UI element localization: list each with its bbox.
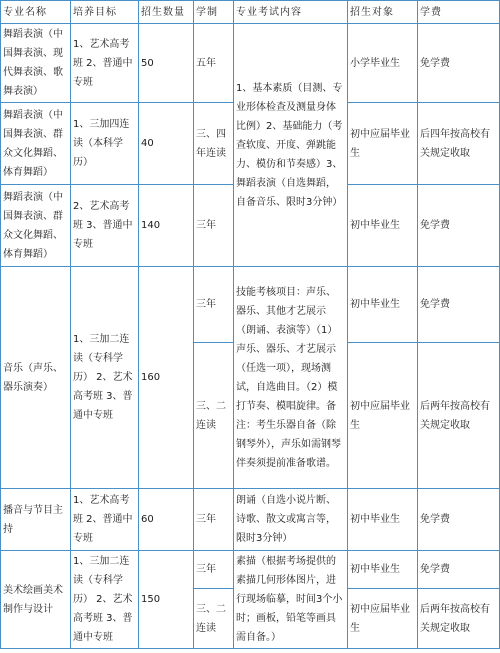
major-cell: 舞蹈表演（中国舞表演、现代舞表演、歌舞表演） <box>1 24 71 103</box>
target-cell: 初中应届毕业生 <box>348 343 418 489</box>
years-cell: 三年 <box>194 267 234 343</box>
fee-cell: 免学费 <box>418 551 500 589</box>
header-goal: 培养目标 <box>71 1 139 24</box>
years-cell: 五年 <box>194 24 234 103</box>
quota-cell: 50 <box>139 24 194 103</box>
table-row <box>1 24 500 103</box>
years-cell: 三、二连读 <box>194 589 234 649</box>
goal-cell: 1、三加四连读（本科学历） <box>71 103 139 185</box>
years-cell: 三、二连读 <box>194 343 234 489</box>
header-target: 招生对象 <box>348 1 418 24</box>
fee-cell: 免学费 <box>418 24 500 103</box>
exam-cell: 1、基本素质（目测、专业形体检查及测量身体比例）2、基础能力（考查软度、开度、弹跳能力、模仿和节奏感）3、舞蹈表演（自选舞蹈，自备音乐、限时3分钟） <box>234 24 348 267</box>
header-quota: 招生数量 <box>139 1 194 24</box>
years-cell: 三年 <box>194 551 234 589</box>
exam-cell: 素描（根据考场提供的素描几何形体图片，进行现场临摹，时间3个小时；画板，铅笔等画具需自备。） <box>234 551 348 649</box>
quota-cell: 60 <box>139 489 194 551</box>
target-cell: 初中毕业生 <box>348 551 418 589</box>
years-cell: 三、四年连读 <box>194 103 234 185</box>
fee-cell: 免学费 <box>418 185 500 267</box>
goal-cell: 1、艺术高考班 2、普通中专班 <box>71 24 139 103</box>
table-row <box>1 489 500 551</box>
fee-cell: 后四年按高校有关规定收取 <box>418 103 500 185</box>
fee-cell: 后两年按高校有关规定收取 <box>418 589 500 649</box>
fee-cell: 后两年按高校有关规定收取 <box>418 343 500 489</box>
major-cell: 舞蹈表演（中国舞表演、群众文化舞蹈、体育舞蹈） <box>1 185 71 267</box>
header-exam: 专业考试内容 <box>234 1 348 24</box>
goal-cell: 1、艺术高考班 2、普通中专班 <box>71 489 139 551</box>
header-row <box>1 1 500 24</box>
exam-cell: 技能考核项目：声乐、器乐、其他才艺展示（朗诵、表演等）（1）声乐、器乐、才艺展示（任选一项），现场测试，自选曲目。（2）模打节奏、模唱旋律。备注：考生乐器自备（除钢琴外），声乐如需钢琴伴奏须提前准备歌谱。 <box>234 267 348 489</box>
years-cell: 三年 <box>194 489 234 551</box>
target-cell: 初中毕业生 <box>348 185 418 267</box>
goal-cell: 1、三加二连读（专科学历） 2、艺术高考班 3、普通中专班 <box>71 267 139 489</box>
major-cell: 美术绘画美术制作与设计 <box>1 551 71 649</box>
goal-cell: 1、三加二连读（专科学历） 2、艺术高考班 3、普通中专班 <box>71 551 139 649</box>
fee-cell: 免学费 <box>418 267 500 343</box>
major-cell: 音乐（声乐、器乐演奏） <box>1 267 71 489</box>
target-cell: 初中应届毕业生 <box>348 589 418 649</box>
target-cell: 初中毕业生 <box>348 267 418 343</box>
quota-cell: 140 <box>139 185 194 267</box>
quota-cell: 40 <box>139 103 194 185</box>
quota-cell: 150 <box>139 551 194 649</box>
exam-cell: 朗诵（自选小说片断、诗歌、散文或寓言等，限时3分钟） <box>234 489 348 551</box>
target-cell: 初中毕业生 <box>348 489 418 551</box>
header-fee: 学费 <box>418 1 500 24</box>
years-cell: 三年 <box>194 185 234 267</box>
fee-cell: 免学费 <box>418 489 500 551</box>
quota-cell: 160 <box>139 267 194 489</box>
target-cell: 初中应届毕业生 <box>348 103 418 185</box>
header-years: 学制 <box>194 1 234 24</box>
goal-cell: 2、艺术高考班 3、普通中专班 <box>71 185 139 267</box>
major-cell: 播音与节目主持 <box>1 489 71 551</box>
target-cell: 小学毕业生 <box>348 24 418 103</box>
major-cell: 舞蹈表演（中国舞表演、群众文化舞蹈、体育舞蹈） <box>1 103 71 185</box>
header-major: 专业名称 <box>1 1 71 24</box>
table-row <box>1 267 500 343</box>
table-row <box>1 551 500 589</box>
